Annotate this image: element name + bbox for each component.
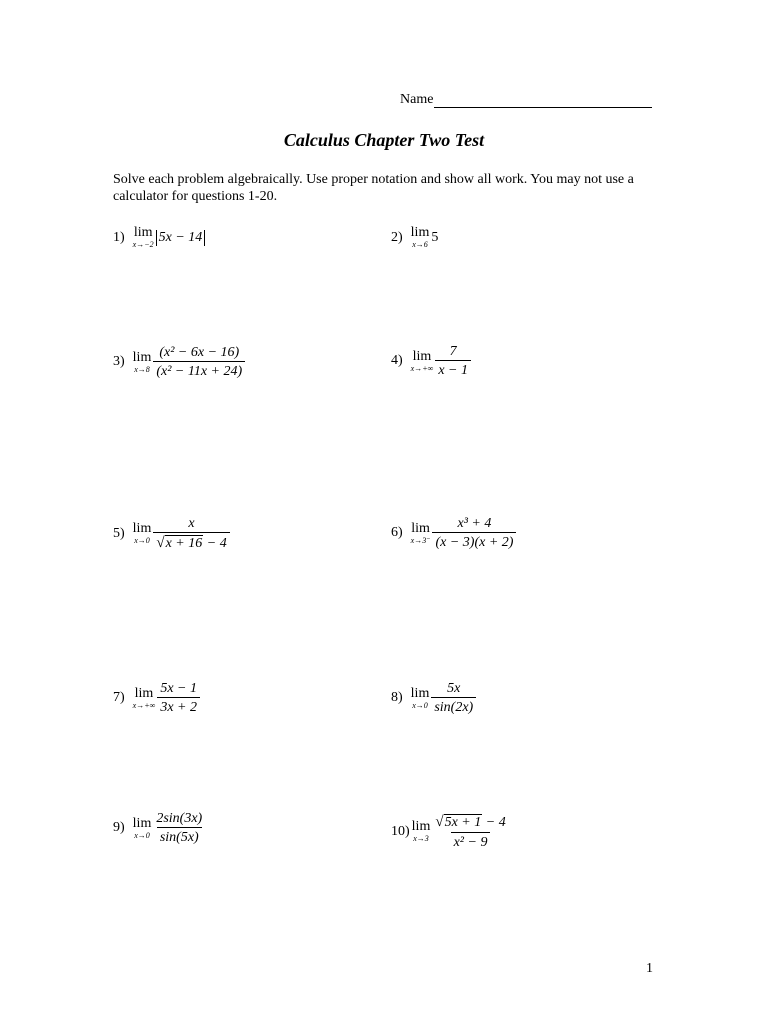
instructions: Solve each problem algebraically. Use proper notation and show all work. You may not use a calculator for questions 1-20. bbox=[113, 172, 634, 204]
numerator: 2sin(3x) bbox=[156, 811, 203, 826]
page-number: 1 bbox=[646, 961, 653, 976]
problem-10 bbox=[391, 814, 509, 850]
problem-number: 10) bbox=[391, 823, 410, 839]
limit-operator bbox=[411, 687, 430, 710]
lim-subscript: x→−2 bbox=[132, 240, 154, 249]
limit-operator bbox=[411, 522, 431, 545]
lim-word: lim bbox=[411, 819, 431, 835]
denominator: sin(5x) bbox=[157, 827, 202, 845]
denominator: sin(2x) bbox=[431, 697, 476, 715]
problem-number: 3) bbox=[113, 354, 125, 370]
problem-2 bbox=[391, 226, 438, 249]
limit-operator bbox=[133, 351, 152, 374]
lim-subscript: x→0 bbox=[134, 536, 150, 546]
limit-operator bbox=[412, 820, 431, 843]
limit-operator bbox=[133, 226, 154, 249]
limit-operator bbox=[411, 350, 434, 373]
problem-7 bbox=[113, 681, 200, 716]
numerator: 5x − 1 bbox=[160, 681, 197, 696]
fraction bbox=[432, 814, 508, 850]
lim-word: lim bbox=[133, 225, 153, 240]
lim-subscript: x→8 bbox=[134, 364, 150, 374]
denominator: 3x + 2 bbox=[157, 697, 200, 715]
problem-number: 5) bbox=[113, 525, 125, 541]
limit-operator bbox=[411, 226, 430, 249]
lim-word: lim bbox=[411, 520, 430, 536]
problem-8 bbox=[391, 681, 476, 716]
denominator bbox=[153, 532, 229, 552]
problem-6 bbox=[391, 516, 516, 551]
fraction bbox=[153, 345, 245, 380]
page-title: Calculus Chapter Two Test bbox=[283, 130, 485, 150]
fraction bbox=[432, 516, 516, 551]
lim-word: lim bbox=[410, 685, 430, 701]
name-label: Name bbox=[400, 92, 434, 107]
denominator: x² − 9 bbox=[451, 832, 491, 850]
expression: 5 bbox=[431, 229, 439, 245]
name-field[interactable] bbox=[400, 92, 652, 108]
lim-subscript: x→+∞ bbox=[132, 700, 156, 710]
denominator-tail: − 4 bbox=[203, 536, 227, 552]
lim-word: lim bbox=[132, 815, 152, 831]
numerator: (x² − 6x − 16) bbox=[159, 345, 240, 360]
numerator: 7 bbox=[449, 344, 457, 359]
numerator: x bbox=[188, 516, 195, 531]
problem-9 bbox=[113, 811, 205, 846]
problem-number: 4) bbox=[391, 353, 403, 369]
problem-3 bbox=[113, 345, 245, 380]
limit-operator bbox=[133, 522, 152, 545]
square-root-icon: √ bbox=[435, 814, 444, 830]
problem-number: 7) bbox=[113, 690, 125, 706]
problem-5 bbox=[113, 516, 230, 552]
fraction bbox=[153, 516, 229, 552]
problem-number: 2) bbox=[391, 229, 403, 245]
lim-word: lim bbox=[410, 225, 430, 240]
numerator: x³ + 4 bbox=[457, 516, 492, 531]
lim-word: lim bbox=[132, 521, 152, 537]
problem-4 bbox=[391, 344, 471, 379]
absolute-value-expression: 5x − 14 bbox=[156, 230, 206, 246]
problem-number: 6) bbox=[391, 525, 403, 541]
problem-1 bbox=[113, 226, 205, 249]
radicand: x + 16 bbox=[165, 536, 203, 552]
lim-subscript: x→+∞ bbox=[410, 363, 434, 373]
lim-subscript: x→0 bbox=[134, 830, 150, 840]
fraction bbox=[157, 681, 200, 716]
lim-subscript: x→3⁻ bbox=[410, 535, 431, 545]
limit-operator bbox=[133, 817, 152, 840]
lim-word: lim bbox=[412, 348, 432, 364]
fraction bbox=[431, 681, 476, 716]
denominator: (x − 3)(x + 2) bbox=[432, 532, 516, 550]
limit-operator bbox=[133, 687, 156, 710]
problem-number: 1) bbox=[113, 229, 125, 245]
fraction bbox=[435, 344, 471, 379]
square-root-icon: √ bbox=[156, 535, 165, 552]
lim-subscript: x→6 bbox=[412, 240, 428, 249]
radicand: 5x + 1 bbox=[444, 815, 482, 830]
lim-subscript: x→0 bbox=[412, 700, 428, 710]
lim-word: lim bbox=[134, 685, 154, 701]
fraction bbox=[153, 811, 205, 846]
problem-number: 9) bbox=[113, 820, 125, 836]
lim-word: lim bbox=[132, 349, 152, 365]
denominator: x − 1 bbox=[435, 360, 471, 378]
numerator bbox=[432, 814, 508, 832]
problem-number: 8) bbox=[391, 690, 403, 706]
denominator: (x² − 11x + 24) bbox=[153, 361, 245, 379]
numerator-tail: − 4 bbox=[482, 815, 506, 830]
name-blank-line[interactable] bbox=[434, 93, 652, 108]
numerator: 5x bbox=[447, 681, 461, 696]
lim-subscript: x→3 bbox=[413, 834, 429, 844]
